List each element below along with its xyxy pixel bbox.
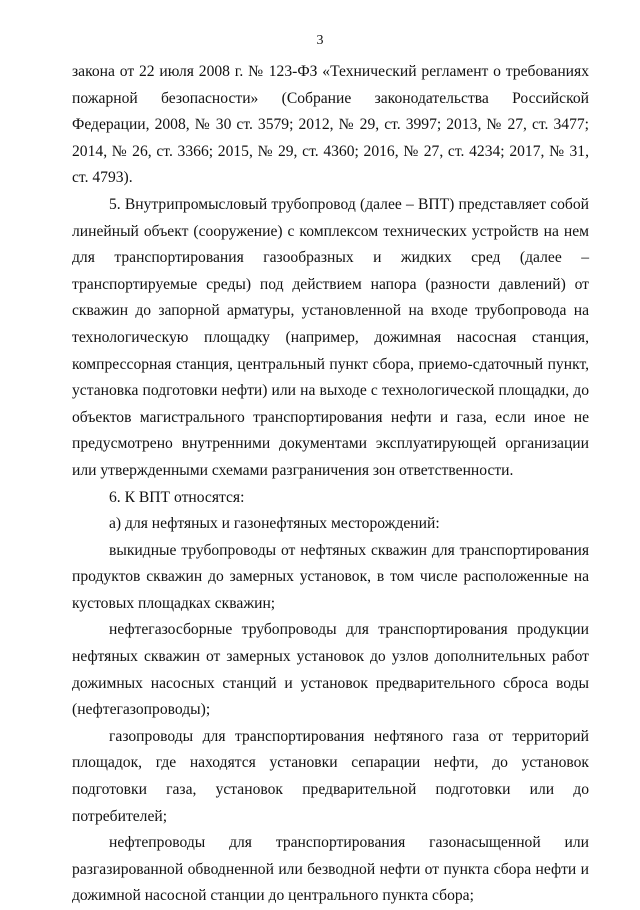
paragraph-item-6a-gas-pipelines: газопроводы для транспортирования нефтяного газа от территорий площадок, где находятся установки сепарации нефти, до установок подготовки газа, установок предварительной подготовки или до потребителей;: [72, 727, 589, 825]
paragraph-item-6a: а) для нефтяных и газонефтяных месторождений:: [109, 515, 440, 533]
paragraph-item-6a-flowlines: выкидные трубопроводы от нефтяных скважин для транспортирования продуктов скважин до замерных установок, в том числе расположенные на кустовых площадках скважин;: [72, 541, 589, 612]
document-body: [72, 59, 589, 910]
page-number: 3: [316, 33, 324, 48]
paragraph-item-5: 5. Внутрипромысловый трубопровод (далее – ВПТ) представляет собой линейный объект (сооружение) с комплексом технических устройств на нем для транспортирования газообразных и жидких сред (далее – транспортируемые среды) под действием напора (разности давлений) от скважин до запорной арматуры, установленной на входе трубопровода на технологическую площадку (например, дожимная насосная станция, компрессорная станция, центральный пункт сбора, приемо-сдаточный пункт, установка подготовки нефти) или на выходе с технологической площадки, до объектов магистрального транспортирования нефти и газа, если иное не предусмотрено внутренними документами эксплуатирующей организации или утвержденными схемами разграничения зон ответственности.: [72, 195, 589, 479]
paragraph-item-6a-gathering-lines: нефтегазосборные трубопроводы для транспортирования продукции нефтяных скважин от замерных установок до узлов дополнительных работ дожимных насосных станций и установок предварительного сброса воды (нефтегазопроводы);: [72, 621, 589, 719]
paragraph-item-6a-oil-pipelines: нефтепроводы для транспортирования газонасыщенной или разгазированной обводненной или безводной нефти от пункта сбора нефти и дожимной насосной станции до центрального пункта сбора;: [72, 834, 589, 905]
paragraph-item-6: 6. К ВПТ относятся:: [109, 488, 245, 506]
paragraph-law-reference: закона от 22 июля 2008 г. № 123-ФЗ «Технический регламент о требованиях пожарной безопасности» (Собрание законодательства Российской Федерации, 2008, № 30 ст. 3579; 2012, № 29, ст. 3997; 2013, № 27, ст. 3477; 2014, № 26, ст. 3366; 2015, № 29, ст. 4360; 2016, № 27, ст. 4234; 2017, № 31, ст. 4793).: [72, 63, 589, 187]
